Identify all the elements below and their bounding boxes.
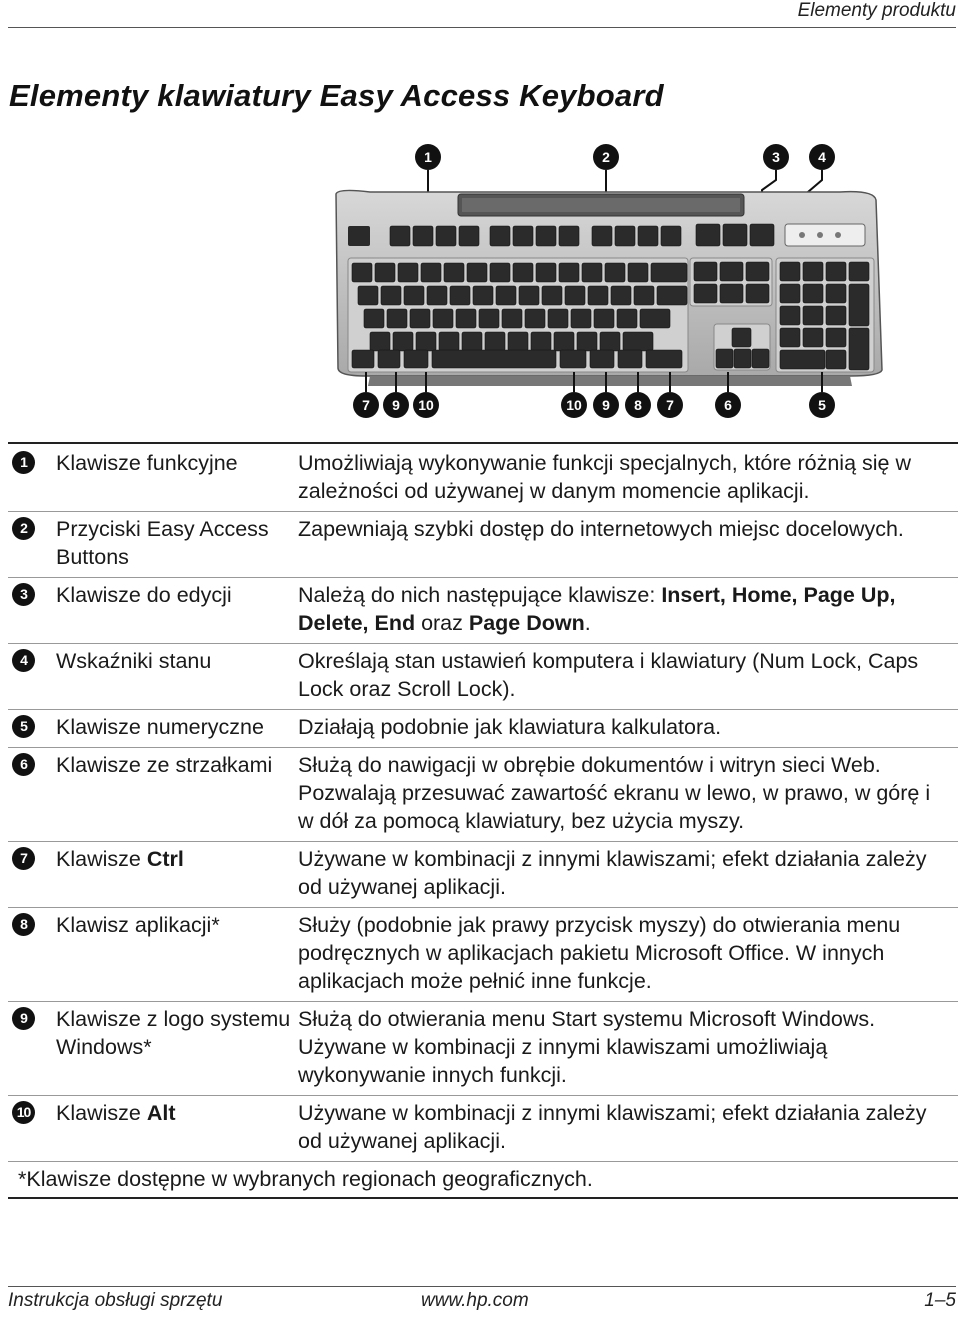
windows-key (378, 350, 400, 368)
letter-key (393, 332, 413, 351)
letter-key (508, 332, 528, 351)
keyboard-figure (330, 140, 890, 428)
letter-key (548, 309, 568, 328)
number-badge: 8 (12, 913, 35, 936)
row-term (42, 1099, 296, 1155)
letter-key (381, 286, 401, 305)
row-description (296, 581, 958, 637)
numpad-key (780, 284, 800, 303)
letter-key (398, 263, 418, 282)
keyboard-illustration (330, 140, 890, 428)
letter-key (358, 286, 378, 305)
menu-key (618, 350, 642, 368)
letter-key (410, 309, 430, 328)
table-bottom-rule (8, 1197, 958, 1199)
term-text: Klawisze do edycji (56, 583, 232, 607)
term-text: Alt (146, 1101, 176, 1125)
function-key (436, 226, 456, 246)
term-text: Przyciski Easy Access Buttons (56, 517, 269, 569)
callout-top-label: 2 (602, 149, 610, 165)
numpad-key (780, 306, 800, 325)
letter-key (651, 263, 687, 282)
numpad-key (780, 350, 825, 369)
row-term (42, 515, 296, 571)
callout-top-label: 4 (818, 149, 826, 165)
row-term (42, 845, 296, 901)
numpad-key (803, 284, 823, 303)
term-text: Klawisze numeryczne (56, 715, 264, 739)
letter-key (404, 286, 424, 305)
letter-key (594, 309, 614, 328)
table-row (8, 512, 958, 578)
callout-top-label: 3 (772, 149, 780, 165)
term-text: Wskaźniki stanu (56, 649, 212, 673)
letter-key (352, 263, 372, 282)
description-text: . (584, 611, 591, 635)
row-marker (8, 581, 42, 637)
number-badge: 1 (12, 451, 35, 474)
table-top-rule (8, 442, 958, 444)
letter-key (496, 286, 516, 305)
windows-key (590, 350, 614, 368)
row-term (42, 713, 296, 741)
number-badge: 10 (12, 1101, 35, 1124)
letter-key (531, 332, 551, 351)
alt-key (560, 350, 586, 368)
term-text: Klawisze (56, 847, 147, 871)
letter-key (525, 309, 545, 328)
callout-bottom-label: 9 (602, 397, 610, 413)
letter-key (502, 309, 522, 328)
letter-key (490, 263, 510, 282)
letter-key (416, 332, 436, 351)
row-description (296, 713, 958, 741)
table-row (8, 748, 958, 842)
letter-key (462, 332, 482, 351)
letter-key (375, 263, 395, 282)
description-text: Umożliwiają wykonywanie funkcji specjalnych, które różnią się w zależności od używanej w danym momencie aplikacji. (298, 451, 911, 503)
letter-key (536, 263, 556, 282)
row-description (296, 911, 958, 995)
description-text: Działają podobnie jak klawiatura kalkulatora. (298, 715, 722, 739)
letter-key (513, 263, 533, 282)
function-key (413, 226, 433, 246)
function-key (661, 226, 681, 246)
numpad-key (849, 328, 869, 370)
function-key (490, 226, 510, 246)
table-row (8, 644, 958, 710)
letter-key (450, 286, 470, 305)
description-text: Page Down (468, 611, 585, 635)
letter-key (640, 309, 670, 328)
running-header: Elementy produktu (797, 0, 956, 21)
page-title: Elementy klawiatury Easy Access Keyboard (9, 78, 664, 113)
row-marker (8, 751, 42, 835)
footer-page-number: 1–5 (924, 1290, 956, 1311)
letter-key (634, 286, 654, 305)
alt-key (404, 350, 428, 368)
function-key (750, 224, 774, 246)
letter-key (444, 263, 464, 282)
ctrl-key (352, 350, 374, 368)
callout-bottom-label: 10 (418, 397, 434, 413)
numpad-key (849, 284, 869, 326)
numpad-key (826, 262, 846, 281)
letter-key (387, 309, 407, 328)
row-marker (8, 1005, 42, 1089)
edit-key (720, 284, 743, 303)
function-key (696, 224, 720, 246)
numpad-key (826, 306, 846, 325)
callout-bottom-label: 10 (566, 397, 582, 413)
function-key (592, 226, 612, 246)
letter-key (542, 286, 562, 305)
letter-key (571, 309, 591, 328)
letter-key (439, 332, 459, 351)
callout-bottom-label: 8 (634, 397, 642, 413)
space-key (432, 350, 556, 368)
description-text: Używane w kombinacji z innymi klawiszami; efekt działania zależy od używanej aplikacji. (298, 847, 927, 899)
row-term (42, 911, 296, 995)
number-badge: 4 (12, 649, 35, 672)
letter-key (456, 309, 476, 328)
row-marker (8, 647, 42, 703)
header-rule (8, 27, 956, 28)
table-row (8, 578, 958, 644)
letter-key (565, 286, 585, 305)
term-text: Klawisze ze strzałkami (56, 753, 273, 777)
footer-doc-title: Instrukcja obsługi sprzętu (8, 1290, 223, 1311)
callout-bottom-label: 7 (362, 397, 370, 413)
numpad-key (826, 284, 846, 303)
footnote: *Klawisze dostępne w wybranych regionach geograficznych. (18, 1167, 593, 1191)
letter-key (433, 309, 453, 328)
row-marker (8, 449, 42, 505)
letter-key (364, 309, 384, 328)
table-row (8, 1002, 958, 1096)
letter-key (588, 286, 608, 305)
table-row (8, 908, 958, 1002)
row-marker (8, 1099, 42, 1155)
description-text: Określają stan ustawień komputera i klawiatury (Num Lock, Caps Lock oraz Scroll Lock). (298, 649, 919, 701)
term-text: Klawisze (56, 1101, 147, 1125)
numpad-key (803, 306, 823, 325)
row-marker (8, 515, 42, 571)
row-marker (8, 713, 42, 741)
callout-bottom-label: 5 (818, 397, 826, 413)
table-row (8, 842, 958, 908)
letter-key (485, 332, 505, 351)
letter-key (582, 263, 602, 282)
edit-key (720, 262, 743, 281)
letter-key (554, 332, 574, 351)
row-description (296, 515, 958, 571)
arrow-key (732, 328, 751, 347)
description-text: Służy (podobnie jak prawy przycisk myszy) do otwierania menu podręcznych w aplikacjach pakietu Microsoft Office. W innych aplikacjach może pełnić inne funkcje. (298, 913, 901, 993)
letter-key (611, 286, 631, 305)
term-text: Klawisze funkcyjne (56, 451, 238, 475)
numpad-key (803, 328, 823, 347)
function-key (390, 226, 410, 246)
letter-key (623, 332, 653, 351)
numpad-key (780, 262, 800, 281)
edit-key (694, 284, 717, 303)
term-text: Ctrl (146, 847, 184, 871)
function-key (536, 226, 556, 246)
letter-key (421, 263, 441, 282)
row-term (42, 449, 296, 505)
numpad-key (826, 350, 846, 369)
row-term (42, 1005, 296, 1089)
row-description (296, 647, 958, 703)
function-key (559, 226, 579, 246)
arrow-key (734, 349, 751, 368)
ctrl-key (646, 350, 682, 368)
row-description (296, 845, 958, 901)
row-description (296, 449, 958, 505)
number-badge: 7 (12, 847, 35, 870)
description-text: oraz (415, 611, 469, 635)
function-key (615, 226, 635, 246)
letter-key (519, 286, 539, 305)
letter-key (617, 309, 637, 328)
description-text: Zapewniają szybki dostęp do internetowych miejsc docelowych. (298, 517, 904, 541)
letter-key (427, 286, 447, 305)
function-key (638, 226, 658, 246)
number-badge: 2 (12, 517, 35, 540)
arrow-key (752, 349, 769, 368)
table-row (8, 1096, 958, 1162)
function-key (513, 226, 533, 246)
row-term (42, 751, 296, 835)
component-table (8, 446, 958, 1199)
edit-key (694, 262, 717, 281)
function-key (459, 226, 479, 246)
table-row (8, 446, 958, 512)
description-text: Służą do nawigacji w obrębie dokumentów i witryn sieci Web. Pozwalają przesuwać zawartość ekranu w lewo, w prawo, w górę i w dół za pomocą klawiatury, bez użycia myszy. (298, 753, 931, 833)
description-text: Używane w kombinacji z innymi klawiszami; efekt działania zależy od używanej aplikacji. (298, 1101, 927, 1153)
letter-key (577, 332, 597, 351)
number-badge: 9 (12, 1007, 35, 1030)
row-description (296, 1005, 958, 1089)
row-description (296, 1099, 958, 1155)
callout-bottom-label: 7 (666, 397, 674, 413)
numpad-key (803, 262, 823, 281)
number-badge: 6 (12, 753, 35, 776)
row-marker (8, 911, 42, 995)
number-badge: 5 (12, 715, 35, 738)
numpad-key (780, 328, 800, 347)
numpad-key (849, 262, 869, 281)
letter-key (628, 263, 648, 282)
row-description (296, 751, 958, 835)
letter-key (605, 263, 625, 282)
callout-top-label: 1 (424, 149, 432, 165)
description-text: Należą do nich następujące klawisze: (298, 583, 662, 607)
letter-key (370, 332, 390, 351)
footer-url: www.hp.com (421, 1290, 529, 1311)
table-row (8, 710, 958, 748)
row-term (42, 647, 296, 703)
edit-key (746, 262, 769, 281)
letter-key (479, 309, 499, 328)
letter-key (473, 286, 493, 305)
callout-bottom-label: 9 (392, 397, 400, 413)
description-text: Insert, Home, Page Up, Delete, End (298, 583, 896, 635)
row-term (42, 581, 296, 637)
letter-key (600, 332, 620, 351)
letter-key (657, 286, 687, 305)
letter-key (559, 263, 579, 282)
number-badge: 3 (12, 583, 35, 606)
component-rows (8, 446, 958, 1162)
function-key (723, 224, 747, 246)
row-marker (8, 845, 42, 901)
term-text: Klawisze z logo systemu Windows* (56, 1007, 291, 1059)
edit-key (746, 284, 769, 303)
description-text: Służą do otwierania menu Start systemu Microsoft Windows. Używane w kombinacji z innymi klawiszami umożliwiają wykonywanie innych funkcji. (298, 1007, 876, 1087)
term-text: Klawisz aplikacji* (56, 913, 220, 937)
letter-key (467, 263, 487, 282)
footer-rule (8, 1286, 956, 1287)
arrow-key (716, 349, 733, 368)
callout-bottom-label: 6 (724, 397, 732, 413)
numpad-key (826, 328, 846, 347)
